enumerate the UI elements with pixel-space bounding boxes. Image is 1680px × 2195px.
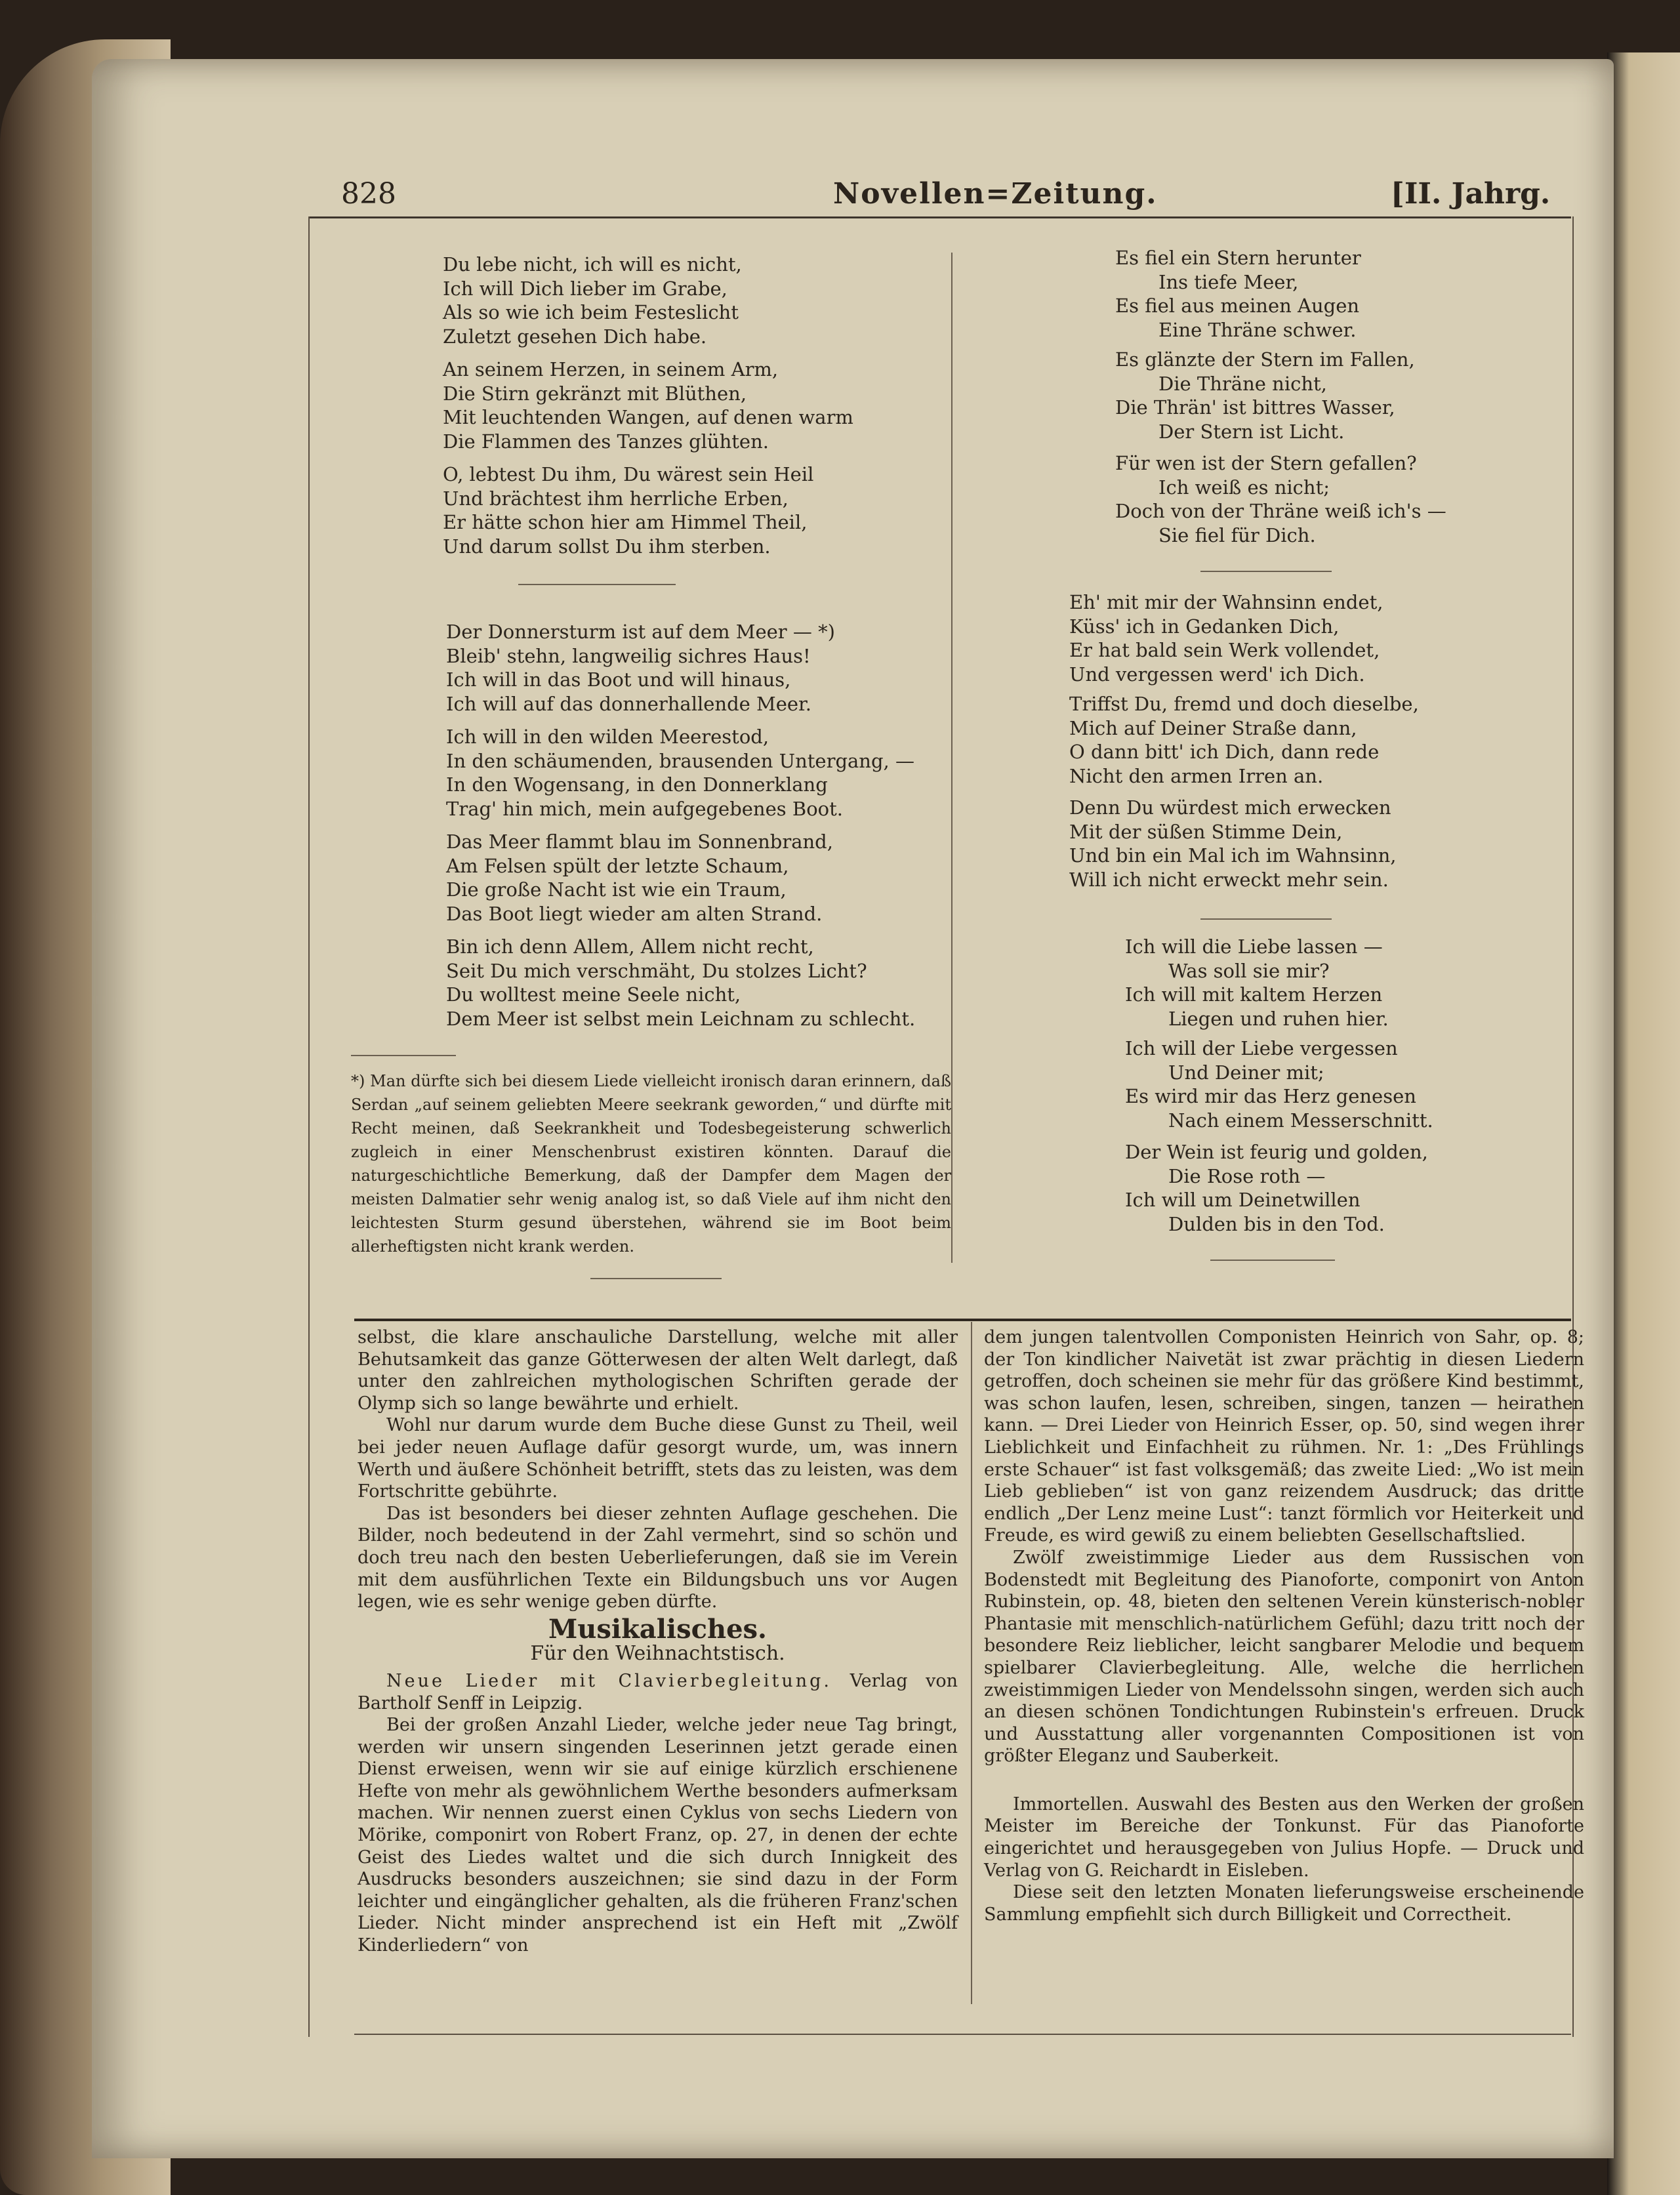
poem-stanza bbox=[446, 725, 914, 821]
verse-line: Nach einem Messerschnitt. bbox=[1168, 1109, 1433, 1132]
verse-line: Er hätte schon hier am Himmel Theil, bbox=[443, 511, 808, 533]
poem-separator bbox=[1210, 1260, 1335, 1261]
verse-line: Nicht den armen Irren an. bbox=[1069, 764, 1324, 787]
paragraph: Diese seit den letzten Monaten lieferungsweise erscheinende Sammlung empfiehlt sich durch Billigkeit und Correctheit. bbox=[984, 1882, 1584, 1925]
facing-page-edge bbox=[1607, 52, 1680, 2195]
verse-line: Du lebe nicht, ich will es nicht, bbox=[443, 253, 742, 276]
verse-line: Dulden bis in den Tod. bbox=[1168, 1212, 1385, 1235]
poem-stanza bbox=[1069, 692, 1419, 788]
paragraph: Immortellen. Auswahl des Besten aus den Werken der großen Meister im Bereiche der Tonkunst. Für das Pianoforte eingerichtet und herausgegeben von Julius Hopfe. — Druck und Verlag von G. Reichardt in Eisleben. bbox=[984, 1794, 1584, 1881]
paragraph: Zwölf zweistimmige Lieder aus dem Russischen von Bodenstedt mit Begleitung des Pianoforte, componirt von Anton Rubinstein, op. 48, bieten den seltenen Verein künsterisch-nobler Phantasie mit menschlich-natürlichem Gefühl; dazu tritt noch der besondere Reiz lieblicher, leicht sangbarer Melodie und bequem spielbarer Clavierbegleitung. Alle, welche die herrlichen zweistimmigen Lieder von Mendelssohn singen, werden sich auch an diesen schönen Tondichtungen Rubinstein's erfreuen. Druck und Ausstattung aller vorgenannten Compositionen ist von größter Eleganz und Sauberkeit. bbox=[984, 1547, 1584, 1767]
verse-line: Ich will um Deinetwillen bbox=[1125, 1189, 1361, 1211]
verse-line: Du wolltest meine Seele nicht, bbox=[446, 983, 741, 1006]
poem-stanza bbox=[1125, 1140, 1428, 1236]
verse-line: Der Donnersturm ist auf dem Meer — *) bbox=[446, 621, 835, 643]
verse-line: Ich will mit kaltem Herzen bbox=[1125, 983, 1383, 1006]
verse-line: Das Boot liegt wieder am alten Strand. bbox=[446, 902, 823, 925]
verse-line: Küss' ich in Gedanken Dich, bbox=[1069, 615, 1340, 638]
verse-line: Die Rose roth — bbox=[1168, 1164, 1326, 1187]
verse-line: Ich will in das Boot und will hinaus, bbox=[446, 668, 791, 691]
verse-line: Denn Du würdest mich erwecken bbox=[1069, 796, 1391, 819]
poem-separator bbox=[1200, 571, 1332, 572]
verse-line: Liegen und ruhen hier. bbox=[1168, 1007, 1389, 1030]
paragraph: Wohl nur darum wurde dem Buche diese Gunst zu Theil, weil bei jeder neuen Auflage dafür gesorgt wurde, um, was innern Werth und äußere Schönheit betrifft, stets das zu leisten, was dem Fortschritte gebührte. bbox=[358, 1415, 958, 1502]
section-rule bbox=[354, 1319, 1571, 1321]
column-divider bbox=[951, 253, 953, 1263]
poem-stanza bbox=[1125, 1036, 1433, 1132]
verse-line: Ins tiefe Meer, bbox=[1158, 270, 1299, 293]
paragraph bbox=[358, 1670, 958, 1714]
verse-line: Und Deiner mit; bbox=[1168, 1061, 1324, 1084]
footnote-rule bbox=[351, 1055, 456, 1056]
verse-line: O, lebtest Du ihm, Du wärest sein Heil bbox=[443, 463, 814, 485]
verse-line: Es wird mir das Herz genesen bbox=[1125, 1085, 1416, 1107]
verse-line: Der Wein ist feurig und golden, bbox=[1125, 1141, 1428, 1163]
page-number: 828 bbox=[341, 177, 396, 211]
poem-separator bbox=[1200, 918, 1332, 920]
verse-line: Seit Du mich verschmäht, Du stolzes Licht? bbox=[446, 959, 867, 982]
verse-line: Ich will in den wilden Meerestod, bbox=[446, 726, 769, 748]
verse-line: Am Felsen spült der letzte Schaum, bbox=[446, 854, 789, 877]
verse-line: Zuletzt gesehen Dich habe. bbox=[443, 325, 707, 348]
verse-line: Für wen ist der Stern gefallen? bbox=[1115, 452, 1417, 474]
verse-line: Dem Meer ist selbst mein Leichnam zu schlecht. bbox=[446, 1007, 916, 1030]
verse-line: An seinem Herzen, in seinem Arm, bbox=[443, 358, 779, 380]
column-divider bbox=[971, 1322, 972, 2004]
verse-line: Sie fiel für Dich. bbox=[1158, 523, 1316, 546]
poem-stanza bbox=[1115, 246, 1361, 342]
verse-line: Die große Nacht ist wie ein Traum, bbox=[446, 878, 787, 901]
poem-stanza bbox=[443, 253, 742, 348]
verse-line: Will ich nicht erweckt mehr sein. bbox=[1069, 868, 1389, 891]
verse-line: Und vergessen werd' ich Dich. bbox=[1069, 663, 1365, 686]
verse-line: Ich weiß es nicht; bbox=[1158, 476, 1330, 499]
verse-line: Und brächtest ihm herrliche Erben, bbox=[443, 487, 789, 510]
verse-line: Als so wie ich beim Festeslicht bbox=[443, 301, 739, 323]
poem-stanza bbox=[446, 830, 833, 926]
verse-line: Es fiel ein Stern herunter bbox=[1115, 247, 1361, 269]
verse-line: Bleib' stehn, langweilig sichres Haus! bbox=[446, 644, 811, 667]
verse-line: Die Flammen des Tanzes glühten. bbox=[443, 430, 769, 453]
verse-line: Ich will Dich lieber im Grabe, bbox=[443, 277, 727, 300]
journal-title: Novellen=Zeitung. bbox=[833, 177, 1158, 211]
column-end-rule bbox=[590, 1278, 722, 1279]
prose-column-right bbox=[984, 1326, 1584, 1925]
volume-label: [II. Jahrg. bbox=[1391, 177, 1551, 211]
verse-line: Ich will der Liebe vergessen bbox=[1125, 1037, 1398, 1059]
verse-line: Der Stern ist Licht. bbox=[1158, 420, 1345, 443]
verse-line: Triffst Du, fremd und doch dieselbe, bbox=[1069, 693, 1419, 715]
publisher-info: Verlag von Bartholf Senff in Leipzig. bbox=[358, 1670, 958, 1713]
page-bottom-rule bbox=[354, 2034, 1571, 2035]
verse-line: Ich will die Liebe lassen — bbox=[1125, 935, 1383, 958]
verse-line: Ich will auf das donnerhallende Meer. bbox=[446, 692, 811, 715]
verse-line: Mit leuchtenden Wangen, auf denen warm bbox=[443, 406, 853, 428]
paragraph: dem jungen talentvollen Componisten Heinrich von Sahr, op. 8; der Ton kindlicher Naivetät ist zwar prächtig in diesen Liedern getroffen, doch scheinen sie mehr für das größere Kind bestimmt, was schon laufen, lesen, schreiben, singen, tanzen — heirathen kann. — Drei Lieder von Heinrich Esser, op. 50, sind wegen ihrer Lieblichkeit und Einfachheit zu rühmen. Nr. 1: „Des Frühlings erste Schauer“ ist fast volksgemäß; das zweite Lied: „Wo ist mein Lieb geblieben“ ist von ganz reizendem Ausdruck; das dritte endlich „Der Lenz meine Lust“: tanzt förmlich vor Heiterkeit und Freude, es wird gewiß zu einem beliebten Gesellschaftslied. bbox=[984, 1327, 1584, 1546]
paragraph: Das ist besonders bei dieser zehnten Auflage geschehen. Die Bilder, noch bedeutend in der Zahl vermehrt, sind so schön und doch treu nach den besten Ueberlieferungen, daß sie im Verein mit dem ausführlichen Texte ein Bildungsbuch uns vor Augen legen, wie es sehr wenige geben dürfte. bbox=[358, 1503, 958, 1612]
verse-line: Es fiel aus meinen Augen bbox=[1115, 295, 1360, 317]
verse-line: Es glänzte der Stern im Fallen, bbox=[1115, 348, 1415, 371]
poem-stanza bbox=[446, 935, 915, 1031]
poem-stanza bbox=[446, 620, 835, 716]
verse-line: Und darum sollst Du ihm sterben. bbox=[443, 535, 771, 558]
poem-stanza bbox=[1069, 590, 1383, 686]
section-subtitle: Für den Weihnachtstisch. bbox=[530, 1642, 785, 1666]
poem-stanza bbox=[443, 462, 813, 558]
verse-line: Mich auf Deiner Straße dann, bbox=[1069, 716, 1357, 739]
verse-line: Eine Thräne schwer. bbox=[1158, 318, 1357, 341]
verse-line: Was soll sie mir? bbox=[1168, 959, 1330, 982]
book-title: Neue Lieder mit Clavierbegleitung. bbox=[386, 1670, 832, 1691]
verse-line: Bin ich denn Allem, Allem nicht recht, bbox=[446, 935, 814, 958]
paragraph: selbst, die klare anschauliche Darstellung, welche mit aller Behutsamkeit das ganze Götterwesen der alten Welt darlegt, daß unter den zahlreichen mythologischen Schriften gerade der Olymp sich so lange bewährte und erhielt. bbox=[358, 1327, 958, 1414]
verse-line: In den schäumenden, brausenden Untergang, — bbox=[446, 749, 914, 772]
verse-line: Die Stirn gekränzt mit Blüthen, bbox=[443, 382, 747, 405]
footnote bbox=[351, 1069, 951, 1258]
verse-line: Trag' hin mich, mein aufgegebenes Boot. bbox=[446, 797, 843, 820]
poem-stanza bbox=[1115, 348, 1415, 443]
paragraph: Bei der großen Anzahl Lieder, welche jeder neue Tag bringt, werden wir unsern singenden Leserinnen jetzt gerade einen Dienst erweisen, wenn wir sie auf einige kürzlich erschienene Hefte von mehr als gewöhnlichem Werthe besonders aufmerksam machen. Wir nennen zuerst einen Cyklus von sechs Liedern von Mörike, componirt von Robert Franz, op. 27, in denen der echte Geist des Liedes waltet und die sich durch Innigkeit des Ausdrucks besonders auszeichnen; sie sind dazu in der Form leichter und eingänglicher gehalten, als die früheren Franz'schen Lieder. Nicht minder ansprechend ist ein Heft mit „Zwölf Kinderliedern“ von bbox=[358, 1715, 958, 1956]
poem-stanza bbox=[1115, 451, 1446, 547]
verse-line: Doch von der Thräne weiß ich's — bbox=[1115, 500, 1446, 522]
footnote-text: *) Man dürfte sich bei diesem Liede vielleicht ironisch daran erinnern, daß Serdan „auf seinem geliebten Meere seekrank geworden,“ und dürfte mit Recht meinen, daß Seekrankheit und Todesbegeisterung schwerlich zugleich in einer Menschenbrust existiren könnten. Darauf die naturgeschichtliche Bemerkung, daß der Dampfer dem Magen der meisten Dalmatier sehr wenig analog ist, so daß Viele auf ihm nicht den leichtesten Sturm gesund überstehen, während sie im Boot beim allerheftigsten nicht krank werden. bbox=[351, 1072, 951, 1256]
verse-line: Er hat bald sein Werk vollendet, bbox=[1069, 639, 1380, 661]
prose-column-left bbox=[358, 1326, 958, 1957]
verse-line: In den Wogensang, in den Donnerklang bbox=[446, 773, 828, 796]
poem-stanza bbox=[443, 358, 853, 453]
section-title: Musikalisches. bbox=[548, 1613, 767, 1645]
poem-stanza bbox=[1125, 935, 1389, 1031]
poem-stanza bbox=[1069, 796, 1397, 892]
verse-line: Eh' mit mir der Wahnsinn endet, bbox=[1069, 591, 1383, 613]
verse-line: Die Thräne nicht, bbox=[1158, 372, 1327, 395]
poem-separator bbox=[518, 584, 676, 585]
verse-line: Mit der süßen Stimme Dein, bbox=[1069, 820, 1343, 843]
verse-line: Das Meer flammt blau im Sonnenbrand, bbox=[446, 831, 833, 853]
verse-line: O dann bitt' ich Dich, dann rede bbox=[1069, 741, 1380, 763]
verse-line: Und bin ein Mal ich im Wahnsinn, bbox=[1069, 844, 1397, 867]
verse-line: Die Thrän' ist bittres Wasser, bbox=[1115, 396, 1395, 419]
